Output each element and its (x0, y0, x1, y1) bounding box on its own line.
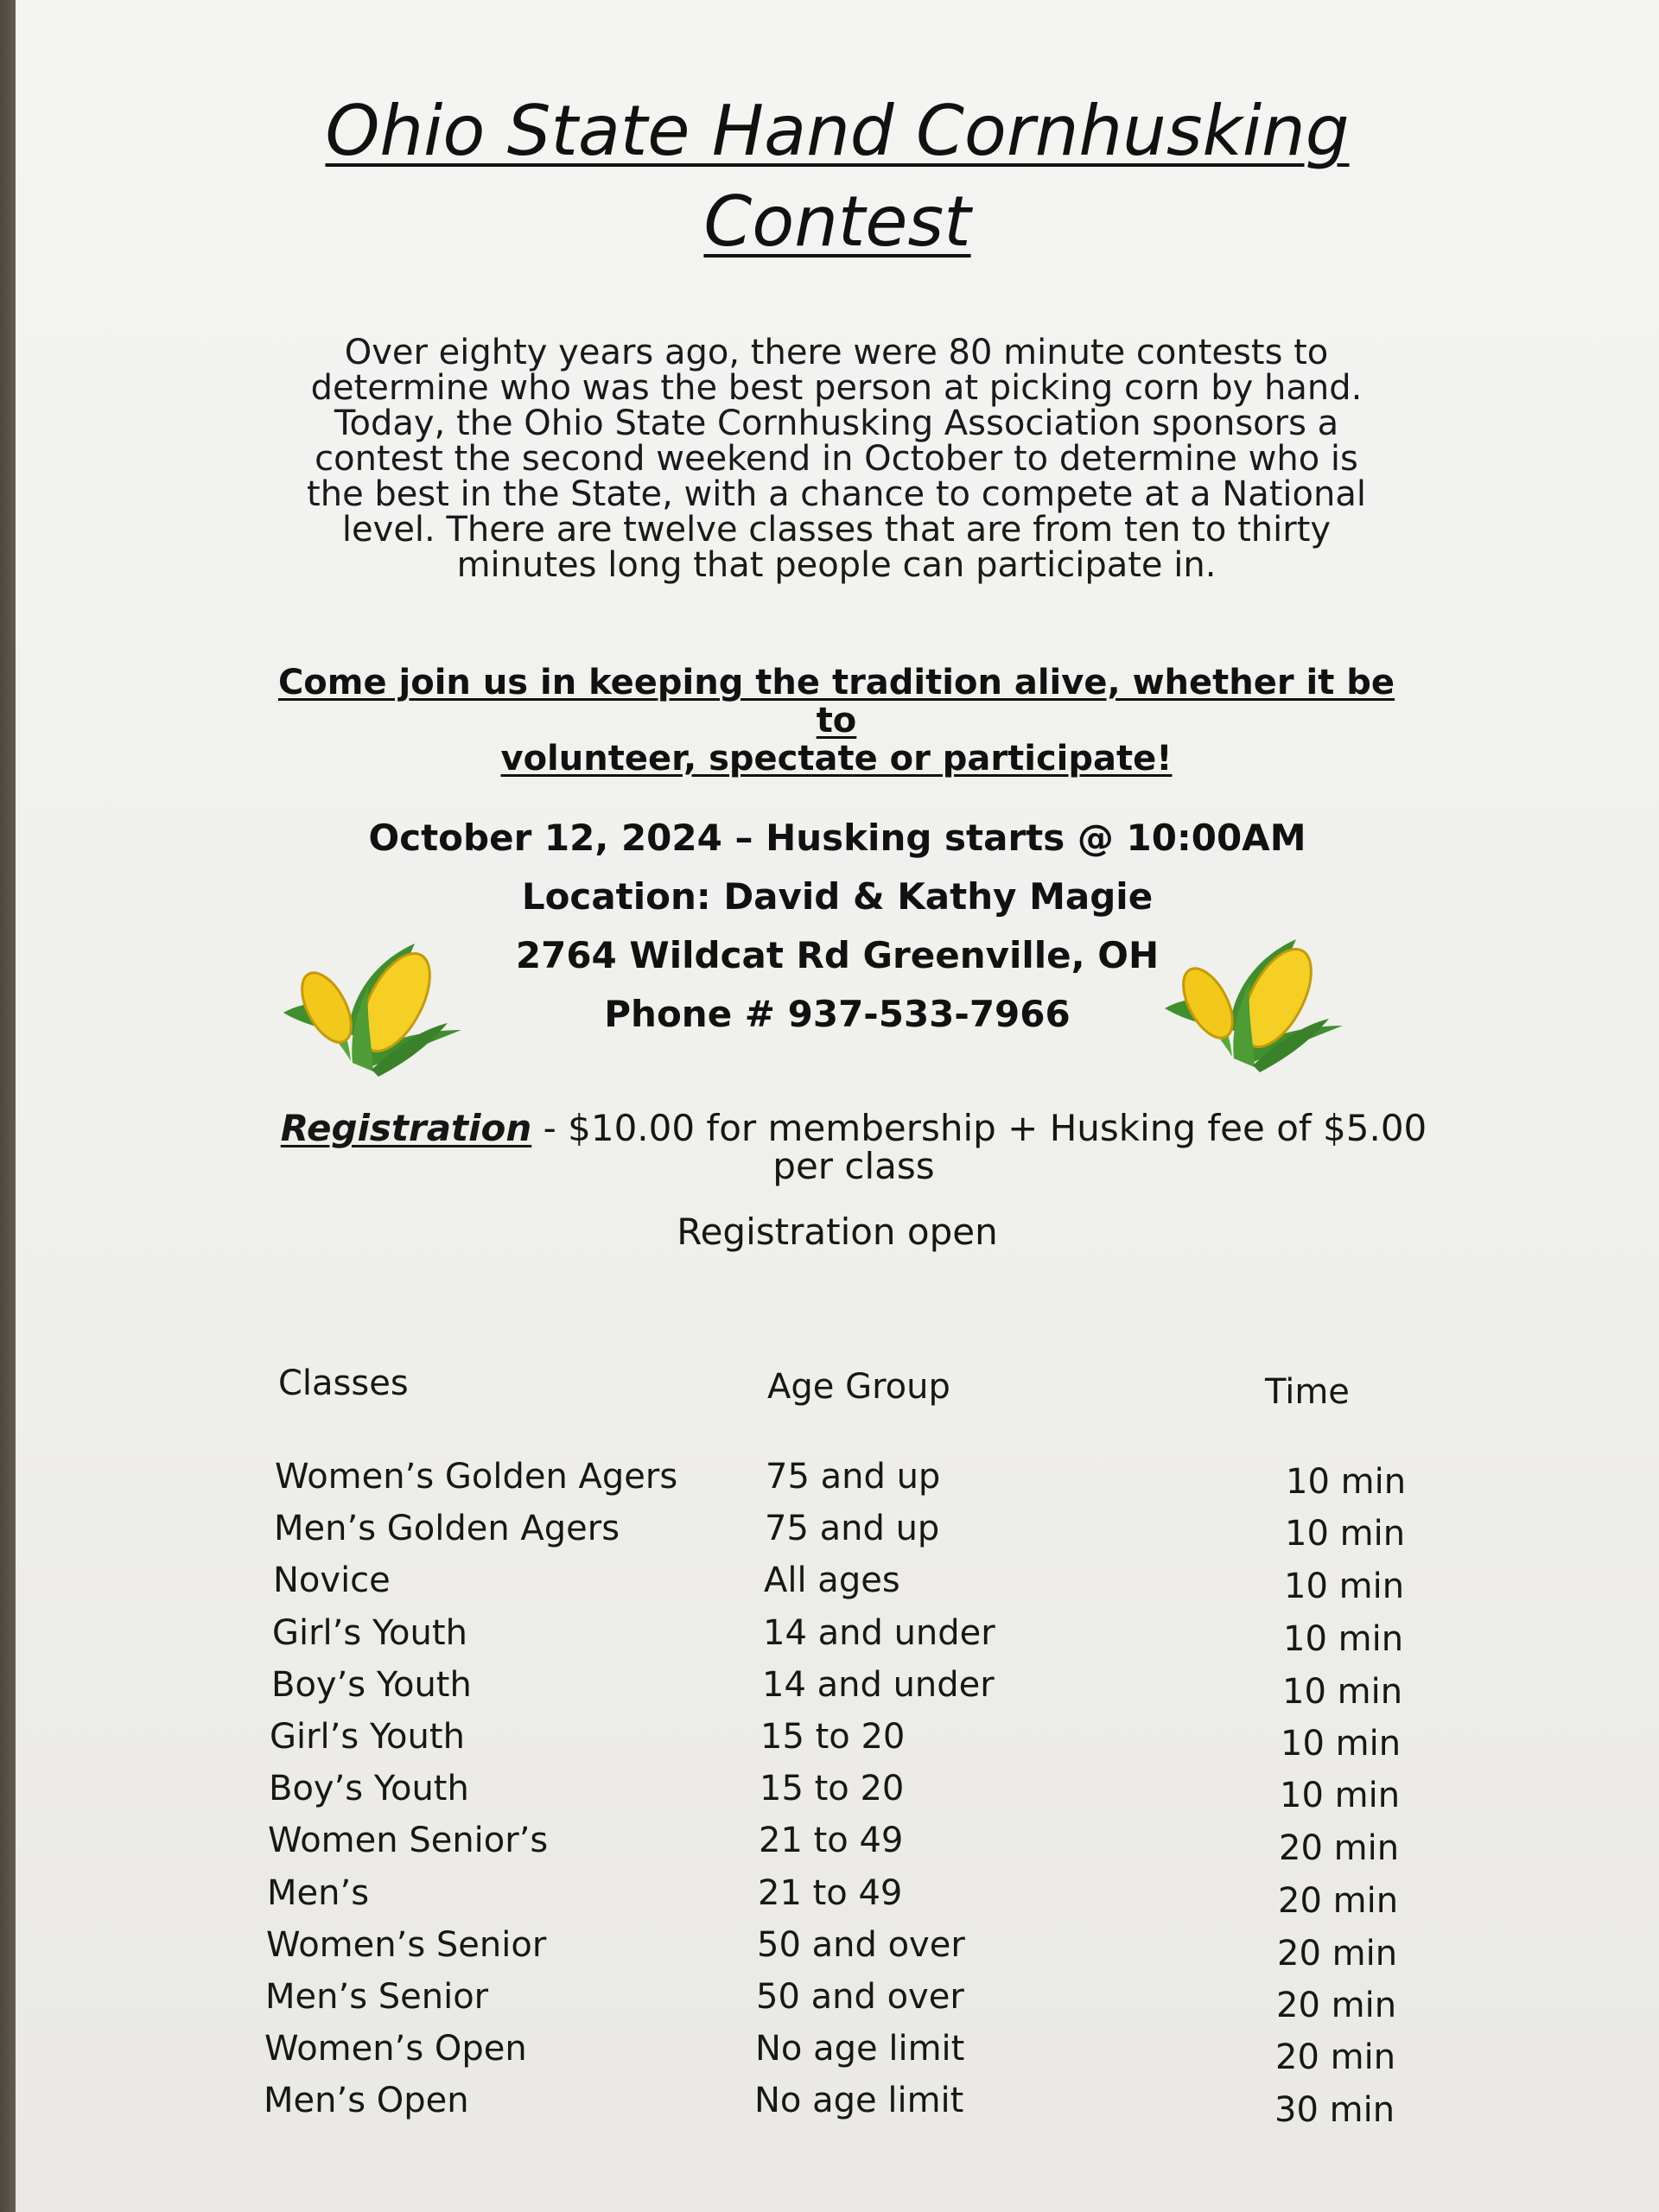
class-cell: Men’s (267, 1872, 370, 1913)
registration-line-1 (275, 1109, 1433, 1147)
event-address: 2764 Wildcat Rd Greenville, OH (515, 934, 1160, 976)
time-cell: 10 min (1280, 1776, 1401, 1816)
header-classes: Classes (278, 1363, 409, 1403)
table-row (255, 1611, 1465, 1663)
age-group-cell: 50 and over (756, 1977, 964, 2017)
age-group-cell: 15 to 20 (760, 1717, 906, 1757)
age-group-cell: 21 to 49 (758, 1872, 903, 1913)
time-cell: 20 min (1277, 1933, 1398, 1974)
time-cell: 20 min (1278, 1880, 1399, 1921)
table-row (246, 2079, 1456, 2131)
intro-line: determine who was the best person at picking corn by hand. (310, 368, 1363, 408)
table-row (250, 1872, 1459, 1923)
cta-line-1: Come join us in keeping the tradition alive, whether it be to (277, 663, 1395, 741)
time-cell: 20 min (1279, 1828, 1400, 1869)
time-cell: 20 min (1275, 2037, 1396, 2078)
registration-line-2: per class (772, 1145, 935, 1187)
title-text-2: Contest (703, 181, 971, 262)
header-time: Time (1265, 1372, 1350, 1412)
age-group-cell: 14 and under (762, 1664, 995, 1705)
age-group-cell: 15 to 20 (760, 1769, 905, 1809)
class-cell: Men’s Senior (265, 1977, 489, 2017)
age-group-cell: All ages (764, 1560, 900, 1601)
registration-info (275, 1109, 1433, 1185)
class-cell: Women’s Senior (266, 1924, 547, 1965)
class-cell: Boy’s Youth (271, 1664, 472, 1705)
time-cell: 20 min (1276, 1986, 1397, 2025)
time-cell: 10 min (1282, 1671, 1403, 1712)
time-cell: 10 min (1284, 1567, 1405, 1607)
event-location: Location: David & Kathy Magie (521, 875, 1154, 918)
age-group-cell: 75 and up (765, 1509, 940, 1549)
registration-details: - $10.00 for membership + Husking fee of $5.00 (531, 1107, 1427, 1149)
flyer-page (16, 0, 1659, 2212)
title-text-1: Ohio State Hand Cornhusking (325, 91, 1350, 171)
class-cell: Girl’s Youth (272, 1612, 467, 1653)
class-cell: Men’s Golden Agers (274, 1509, 620, 1549)
class-cell: Boy’s Youth (269, 1769, 469, 1809)
class-cell: Women’s Golden Agers (275, 1457, 678, 1497)
cta-line-2: volunteer, spectate or participate! (500, 739, 1173, 779)
table-row (257, 1507, 1466, 1559)
time-cell: 10 min (1283, 1618, 1404, 1659)
call-to-action (275, 664, 1398, 778)
class-cell: Women Senior’s (268, 1821, 549, 1861)
table-row (257, 1455, 1467, 1507)
event-phone: Phone # 937-533-7966 (604, 993, 1071, 1035)
table-row (252, 1715, 1462, 1767)
intro-line: minutes long that people can participate in. (456, 545, 1217, 585)
table-row (251, 1819, 1460, 1871)
time-cell: 10 min (1286, 1462, 1407, 1502)
intro-line: level. There are twelve classes that are from ten to thirty (341, 510, 1332, 550)
intro-line: the best in the State, with a chance to compete at a National (307, 474, 1366, 514)
event-date-time: October 12, 2024 – Husking starts @ 10:00AM (368, 817, 1306, 859)
table-row (254, 1663, 1464, 1715)
intro-line: Today, the Ohio State Cornhusking Association sponsors a (334, 404, 1339, 443)
age-group-cell: 75 and up (766, 1457, 941, 1497)
age-group-cell: 50 and over (757, 1924, 965, 1965)
table-row (247, 2027, 1457, 2079)
title-line-2 (16, 177, 1659, 267)
table-row (248, 1975, 1458, 2027)
corn-cob-icon (1147, 929, 1355, 1076)
intro-paragraph (275, 335, 1398, 583)
class-cell: Novice (273, 1560, 391, 1601)
time-cell: 30 min (1274, 2090, 1395, 2131)
header-age-group: Age Group (767, 1367, 950, 1407)
class-cell: Girl’s Youth (270, 1717, 465, 1757)
class-cell: Women’s Open (264, 2029, 527, 2069)
registration-status: Registration open (677, 1211, 998, 1253)
registration-label: Registration (280, 1107, 532, 1149)
title-line-1 (16, 86, 1659, 176)
age-group-cell: 14 and under (763, 1612, 995, 1653)
table-row (251, 1767, 1461, 1819)
intro-line: Over eighty years ago, there were 80 minute contests to (344, 333, 1329, 372)
time-cell: 10 min (1285, 1514, 1406, 1554)
table-row (256, 1559, 1465, 1611)
age-group-cell: No age limit (754, 2081, 964, 2121)
age-group-cell: No age limit (755, 2029, 965, 2069)
time-cell: 10 min (1281, 1724, 1402, 1764)
table-row (249, 1923, 1459, 1975)
age-group-cell: 21 to 49 (759, 1821, 904, 1861)
intro-line: contest the second weekend in October to determine who is (315, 439, 1358, 479)
class-cell: Men’s Open (264, 2081, 469, 2121)
corn-cob-icon (266, 933, 474, 1080)
